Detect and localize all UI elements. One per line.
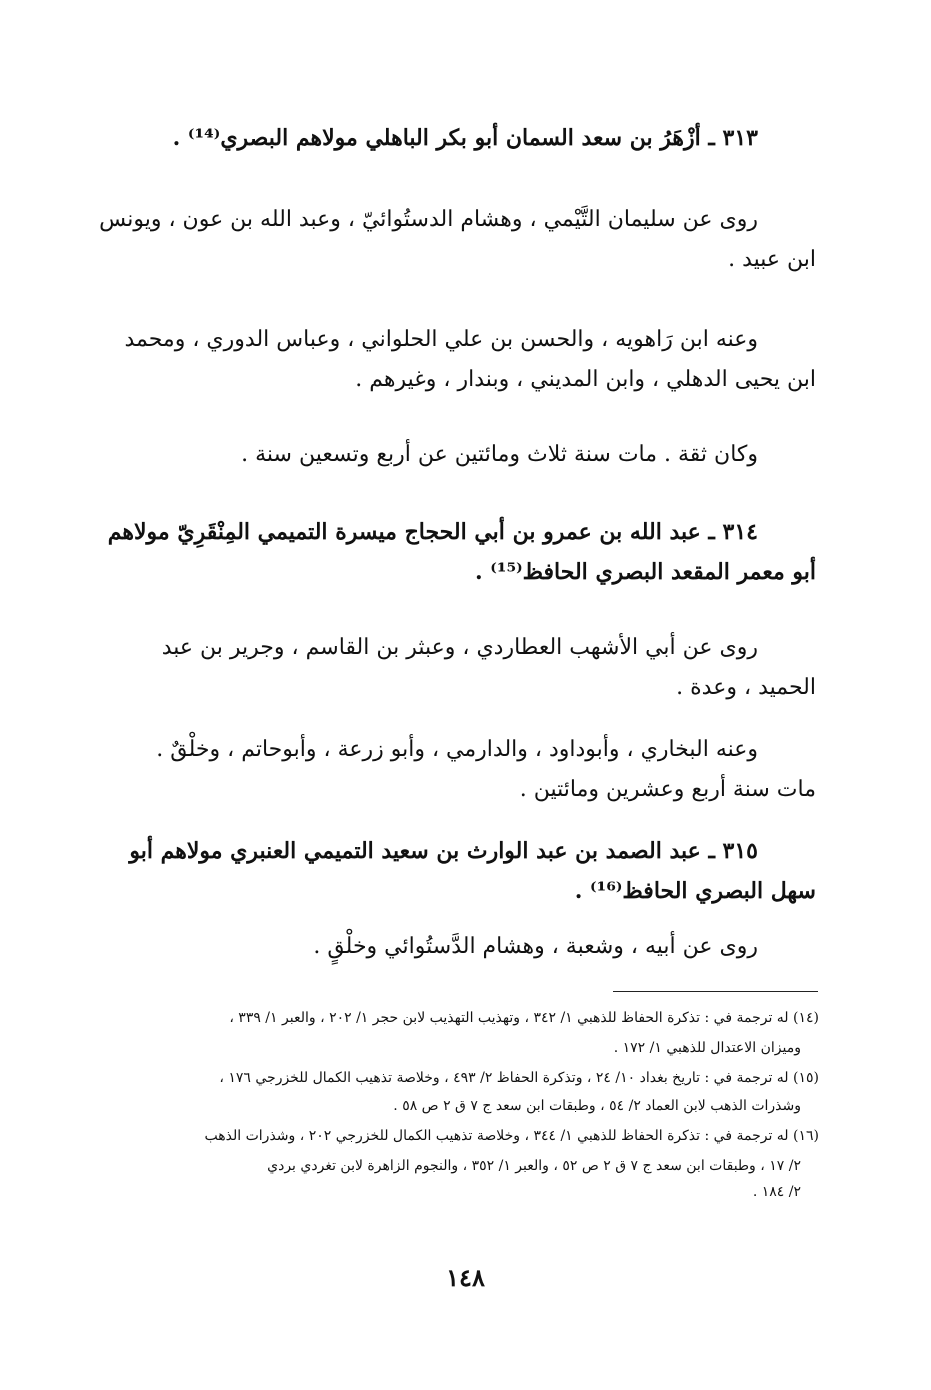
entry-313-narrators-line2: ابن يحيى الدهلي ، وابن المديني ، وبندار ، وغيرهم . [355,367,816,392]
footnote-16-line1: (١٦) له ترجمة في : تذكرة الحفاظ للذهبي ١/ ٣٤٤ ، وخلاصة تذهيب الكمال للخزرجي ٢٠٢ ، وشذرات الذهب [204,1128,819,1144]
entry-314-heading-line1: ٣١٤ ـ عبد الله بن عمرو بن أبي الحجاج ميسرة التميمي المِنْقَرِيّ مولاهم [107,519,758,545]
footnote-14-line2: وميزان الاعتدال للذهبي ١/ ١٧٢ . [613,1040,801,1056]
entry-314-narrated-from-line1: روى عن أبي الأشهب العطاردي ، وعبثر بن القاسم ، وجرير بن عبد [161,635,758,660]
entry-313-status: وكان ثقة . مات سنة ثلاث ومائتين عن أربع وتسعين سنة . [241,442,758,467]
entry-314-heading-line2: أبو معمر المقعد البصري الحافظ⁽¹⁵⁾ . [474,559,816,585]
footnote-14-line1: (١٤) له ترجمة في : تذكرة الحفاظ للذهبي ١/ ٣٤٢ ، وتهذيب التهذيب لابن حجر ١/ ٢٠٢ ، والعبر ١/ ٣٣٩ ، [229,1010,819,1026]
footnote-15-line1: (١٥) له ترجمة في : تاريخ بغداد ١٠/ ٢٤ ، وتذكرة الحفاظ ٢/ ٤٩٣ ، وخلاصة تذهيب الكمال للخزرجي ١٧٦ ، [219,1070,819,1086]
entry-313-narrated-from-line1: روى عن سليمان التَّيْمي ، وهشام الدستُوائيّ ، وعبد الله بن عون ، ويونس [99,207,758,232]
entry-315-heading-line1: ٣١٥ ـ عبد الصمد بن عبد الوارث بن سعيد التميمي العنبري مولاهم أبو [129,838,758,864]
footnote-16-line2: ٢/ ١٧ ، وطبقات ابن سعد ج ٧ ق ٢ ص ٥٢ ، والعبر ١/ ٣٥٢ ، والنجوم الزاهرة لابن تغردي بردي [267,1158,801,1174]
entry-314-death: مات سنة أربع وعشرين ومائتين . [519,777,816,802]
footnote-separator [613,991,818,992]
entry-314-narrators: وعنه البخاري ، وأبوداود ، والدارمي ، وأبو زرعة ، وأبوحاتم ، وخلْقٌ . [156,737,758,762]
entry-313-narrators-line1: وعنه ابن رَاهويه ، والحسن بن علي الحلواني ، وعباس الدوري ، ومحمد [124,327,758,352]
entry-315-heading-line2: سهل البصري الحافظ⁽¹⁶⁾ . [574,878,816,904]
entry-315-narrated-from: روى عن أبيه ، وشعبة ، وهشام الدَّستُوائي وخلْقٍ . [313,934,758,959]
page-number: ١٤٨ [446,1263,485,1292]
entry-314-narrated-from-line2: الحميد ، وعدة . [676,675,816,700]
footnote-16-line3: ٢/ ١٨٤ . [752,1184,801,1200]
entry-313-heading: ٣١٣ ـ أزْهَرُ بن سعد السمان أبو بكر الباهلي مولاهم البصري⁽¹⁴⁾ . [172,125,758,151]
entry-313-narrated-from-line2: ابن عبيد . [728,247,816,272]
footnote-15-line2: وشذرات الذهب لابن العماد ٢/ ٥٤ ، وطبقات ابن سعد ج ٧ ق ٢ ص ٥٨ . [393,1098,801,1114]
